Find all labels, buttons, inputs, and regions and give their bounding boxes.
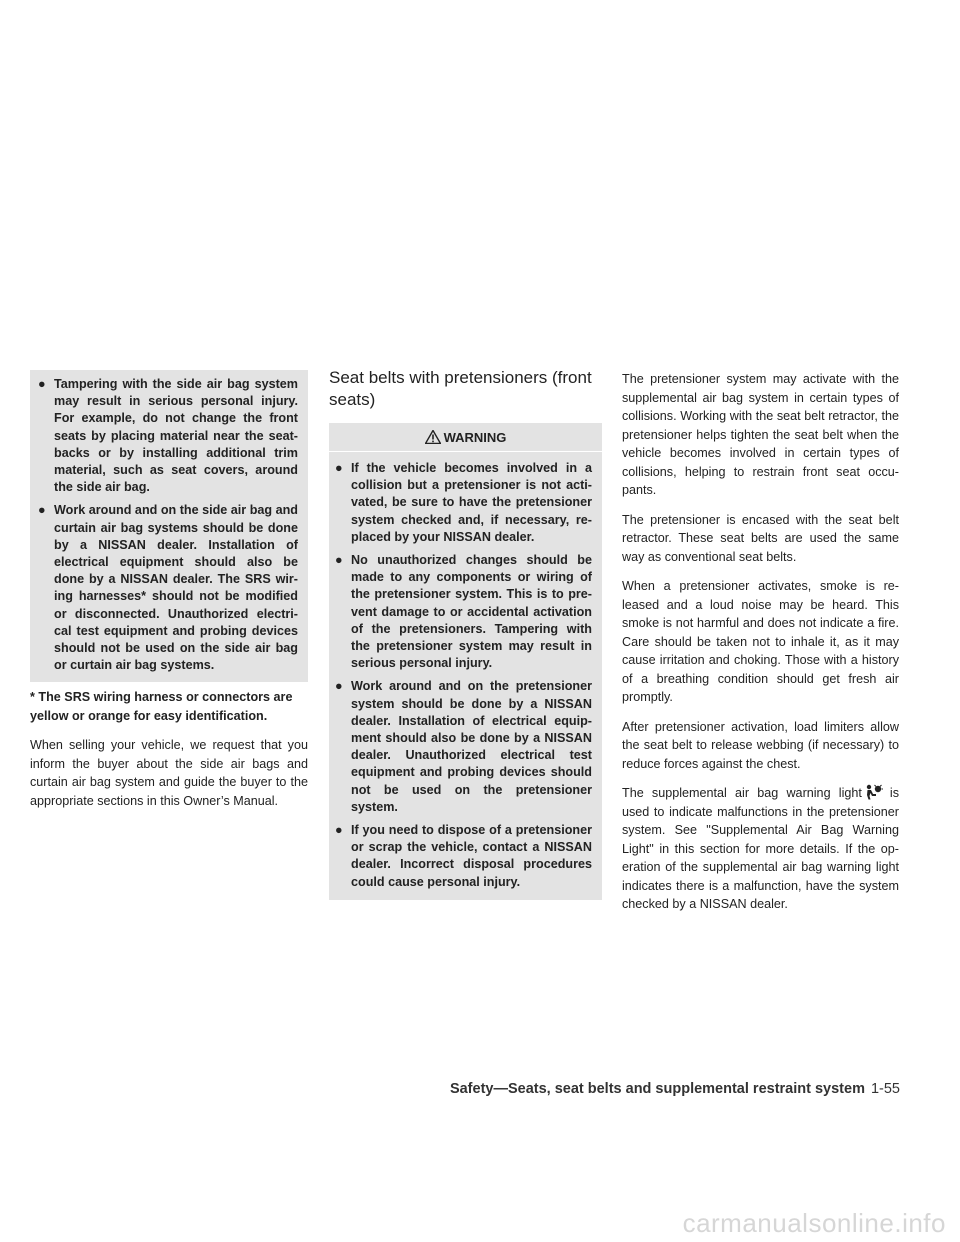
bullet-text: No unauthorized changes should be made to any components or wiring of the pretensioner system. This is to pre-vent damage to or accidental activation of the pretensioners. Tampering with the pretensioner system may result in serious personal injury. bbox=[351, 553, 592, 671]
watermark bbox=[0, 1208, 960, 1239]
paragraph: The pretensioner is encased with the seat belt retractor. These seat belts are used the same way as conventional seat belts. bbox=[622, 512, 899, 564]
bullet-icon: ● bbox=[38, 377, 46, 391]
warning-header bbox=[329, 423, 602, 452]
paragraph: After pretensioner activation, load limiters allow the seat belt to release webbing (if necessary) to reduce forces against the chest. bbox=[622, 719, 899, 771]
watermark-text: carmanualsonline.info bbox=[682, 1208, 946, 1238]
airbag-warning-light-icon bbox=[864, 784, 884, 800]
bullet-text: Work around and on the side air bag and curtain air bag systems should be done by a NISSAN dealer. Installation of electrical equipment should also be done by a NISSAN dealer. The SRS wir-ing harnesses* should not be modified or disconnected. Unauthorized electri-cal test equipment and probing devices should not be used on the side air bag or curtain air bag systems. bbox=[54, 503, 298, 673]
warning-box bbox=[329, 423, 602, 900]
bullet-icon: ● bbox=[335, 823, 343, 838]
column-left bbox=[30, 370, 308, 821]
bullet-icon: ● bbox=[335, 553, 343, 568]
section-heading: Seat belts with pretensioners (front seats) bbox=[329, 368, 592, 409]
paragraph: When a pretensioner activates, smoke is re-leased and a loud noise may be heard. This smoke is not harmful and does not indicate a fire. Care should be taken not to inhale it, as it may cause irritation and choking. Those with a history of a breathing condition should get fresh air promptly. bbox=[622, 579, 899, 704]
paragraph: When selling your vehicle, we request that you inform the buyer about the side air bags and curtain air bag system and guide the buyer to the appropriate sections in this Owner’s Manual. bbox=[30, 738, 308, 808]
bullet-text: If you need to dispose of a pretensioner or scrap the vehicle, contact a NISSAN dealer. Incorrect disposal procedures could cause personal injury. bbox=[351, 823, 592, 889]
list-item bbox=[38, 376, 298, 496]
bullet-text: If the vehicle becomes involved in a collision but a pretensioner is not acti-vated, be sure to have the pretensioner system checked and, if necessary, re-placed by your NISSAN dealer. bbox=[351, 461, 592, 544]
footer-section-title: Safety—Seats, seat belts and supplemental restraint system bbox=[449, 1081, 865, 1097]
footnote: * The SRS wiring harness or connectors are yellow or orange for easy identification. bbox=[30, 690, 293, 724]
caution-box bbox=[30, 370, 308, 682]
warning-title: WARNING bbox=[443, 429, 507, 445]
bullet-icon: ● bbox=[38, 503, 46, 518]
paragraph bbox=[622, 784, 899, 914]
list-item bbox=[335, 822, 592, 891]
list-item bbox=[335, 460, 592, 546]
list-item bbox=[38, 502, 298, 674]
column-right bbox=[622, 370, 899, 925]
list-item bbox=[335, 552, 592, 672]
bullet-icon: ● bbox=[335, 461, 343, 475]
page-number: 1-55 bbox=[870, 1081, 900, 1097]
bullet-text: Tampering with the side air bag system may result in serious personal injury. For example, do not change the front seats by placing material near the seat-backs or by installing additional trim material, such as seat covers, around the side air bag. bbox=[54, 377, 298, 495]
list-item bbox=[335, 678, 592, 816]
page-footer bbox=[400, 1081, 900, 1097]
paragraph-text: is used to indicate malfunctions in the pretensioner system. See "Supplemental Air Bag Warning Light" in this section for more details. If the op-eration of the supplemental air bag warning light indicates there is a malfunction, have the system checked by a NISSAN dealer. bbox=[622, 786, 899, 911]
paragraph-text: The supplemental air bag warning light bbox=[622, 786, 862, 800]
warning-triangle-icon bbox=[425, 430, 441, 444]
bullet-icon: ● bbox=[335, 679, 343, 694]
paragraph: The pretensioner system may activate with the supplemental air bag system in certain types of collisions. Working with the seat belt retractor, the pretensioner helps tighten the seat belt when the vehicle becomes involved in certain types of collisions, helping to restrain front seat occu-pants. bbox=[622, 372, 899, 497]
column-middle bbox=[329, 370, 602, 900]
bullet-text: Work around and on the pretensioner system should be done by a NISSAN dealer. Installation of electrical equip-ment should also be done by a NISSAN dealer. Unauthorized electrical test equipment and probing devices should not be used on the pretensioner system. bbox=[351, 679, 592, 814]
